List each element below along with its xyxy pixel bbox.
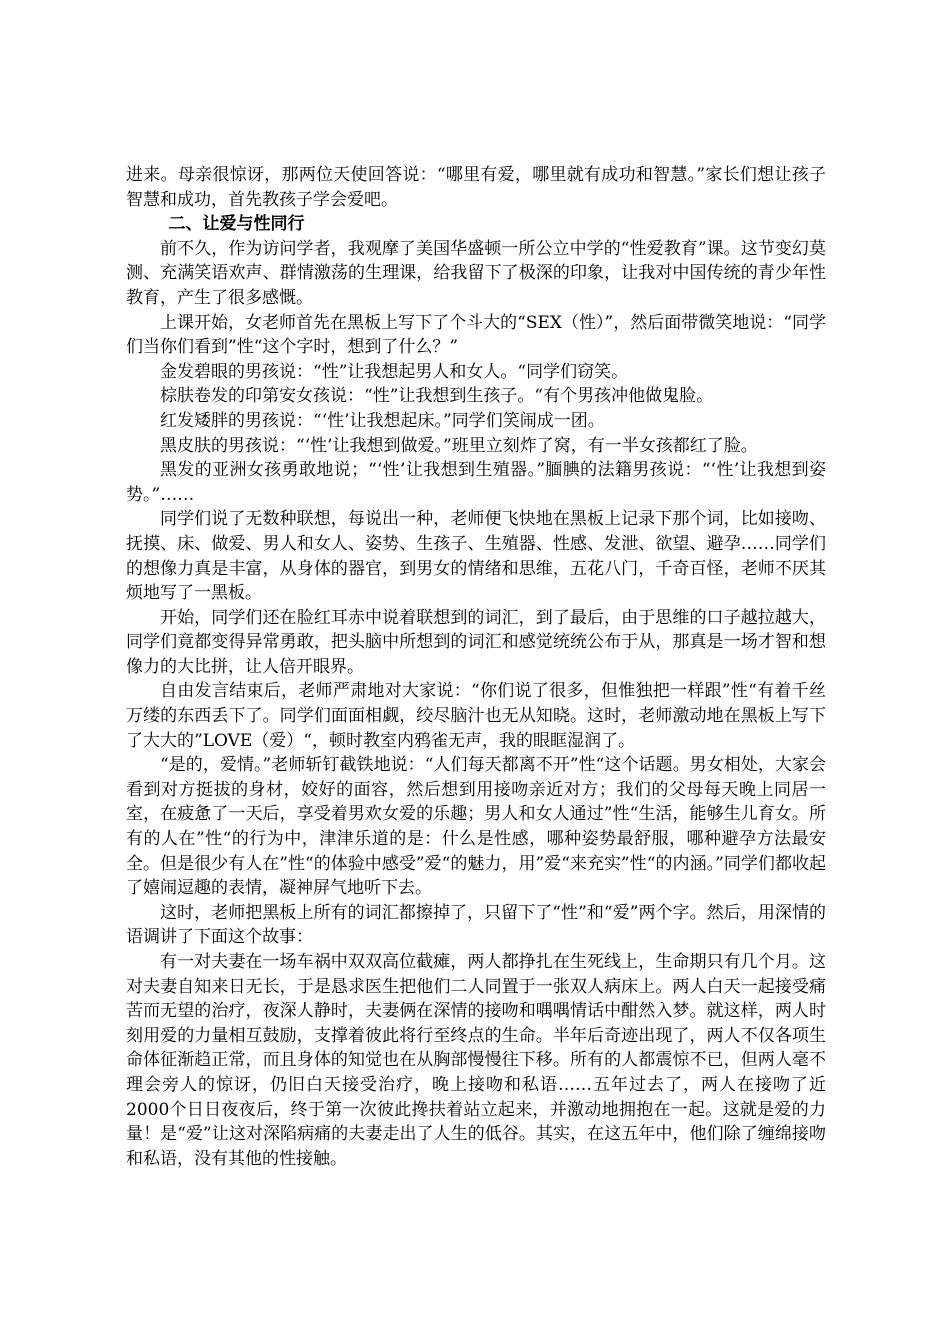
paragraph-dark-skinned-boy: 黑皮肤的男孩说：“‘性’让我想到做爱。”班里立刻炸了窝，有一半女孩都红了脸。: [160, 435, 758, 456]
document-body: [126, 163, 826, 1171]
paragraph-blond-boy: 金发碧眼的男孩说：“性”让我想起男人和女人。“同学们窃笑。: [160, 361, 629, 382]
paragraph-love-written: 自由发言结束后，老师严肃地对大家说：“你们说了很多，但惟独把一样跟”性“有着千丝万缕的东西丢下了。同学们面面相觑，绞尽脑汁也无从知晓。这时，老师激动地在黑板上写下了大大的”LOVE（爱）“，顿时教室内鸦雀无声，我的眼眶湿润了。: [126, 681, 826, 751]
paragraph-indian-girl: 棕肤卷发的印第安女孩说：“性”让我想到生孩子。“有个男孩冲他做鬼脸。: [160, 386, 714, 407]
paragraph-teacher-speech: “是的，爱情。”老师斩钉截铁地说：“人们每天都离不开”性“这个话题。男女相处，大家会看到对方挺拔的身材，姣好的面容，然后想到用接吻亲近对方；我们的父母每天晚上同居一室，在疲惫了一天后，享受着男欢女爱的乐趣；男人和女人通过”性“生活，能够生儿育女。所有的人在”性“的行为中，津津乐道的是：什么是性感，哪种姿势最舒服，哪种避孕方法最安全。但是很少有人在”性“的体验中感受”爱“的魅力，用”爱“来充实”性“的内涵。”同学们都收起了嬉闹逗趣的表情，凝神屏气地听下去。: [126, 755, 826, 899]
paragraph-redhead-boy: 红发矮胖的男孩说：“‘性’让我想起床。”同学们笑闹成一团。: [160, 410, 605, 431]
paragraph-brave-students: 开始，同学们还在脸红耳赤中说着联想到的词汇，到了最后，由于思维的口子越拉越大，同学们竟都变得异常勇敢，把头脑中所想到的词汇和感觉统统公布于从，那真是一场才智和想像力的大比拼，让人倍开眼界。: [126, 607, 826, 677]
paragraph-asian-girl: 黑发的亚洲女孩勇敢地说；“‘性’让我想到生殖器。”腼腆的法籍男孩说：“‘性’让我想到姿势。”……: [126, 460, 826, 505]
paragraph-class-start: 上课开始，女老师首先在黑板上写下了个斗大的“SEX（性）”，然后面带微笑地说：“同学们当你们看到”性“这个字时，想到了什么？”: [126, 312, 826, 358]
section-heading: 二、让爱与性同行: [168, 214, 305, 235]
lead-paragraph: 进来。母亲很惊讶，那两位天使回答说：“哪里有爱，哪里就有成功和智慧。”家长们想让孩子智慧和成功，首先教孩子学会爱吧。: [126, 165, 826, 210]
paragraph-erase-board: 这时，老师把黑板上所有的词汇都擦掉了，只留下了“性”和“爱”两个字。然后，用深情的语调讲了下面这个故事：: [126, 902, 826, 948]
paragraph-associations: 同学们说了无数种联想，每说出一种，老师便飞快地在黑板上记录下那个词，比如接吻、抚摸、床、做爱、男人和女人、姿势、生孩子、生殖器、性感、发泄、欲望、避孕……同学们的想像力真是丰富，从身体的器官，到男女的情绪和思维，五花八门，千奇百怪，老师不厌其烦地写了一黑板。: [126, 509, 826, 604]
paragraph-intro: 前不久，作为访问学者，我观摩了美国华盛顿一所公立中学的“性爱教育”课。这节变幻莫测、充满笑语欢声、群情激荡的生理课，给我留下了极深的印象，让我对中国传统的青少年性教育，产生了很多感慨。: [126, 238, 826, 308]
paragraph-couple-story: 有一对夫妻在一场车祸中双双高位截瘫，两人都挣扎在生死线上，生命期只有几个月。这对夫妻自知来日无长，于是恳求医生把他们二人同置于一张双人病床上。两人白天一起接受痛苦而无望的治疗，夜深人静时，夫妻俩在深情的接吻和喁喁情话中酣然入梦。就这样，两人时刻用爱的力量相互鼓励，支撑着彼此将行至终点的生命。半年后奇迹出现了，两人不仅各项生命体征渐趋正常，而且身体的知觉也在从胸部慢慢往下移。所有的人都震惊不已，但两人毫不理会旁人的惊讶，仍旧白天接受治疗，晚上接吻和私语……五年过去了，两人在接吻了近2000个日日夜夜后，终于第一次彼此搀扶着站立起来，并激动地拥抱在一起。这就是爱的力量！是“爱”让这对深陷病痛的夫妻走出了人生的低谷。其实，在这五年中，他们除了缠绵接吻和私语，没有其他的性接触。: [126, 952, 826, 1169]
